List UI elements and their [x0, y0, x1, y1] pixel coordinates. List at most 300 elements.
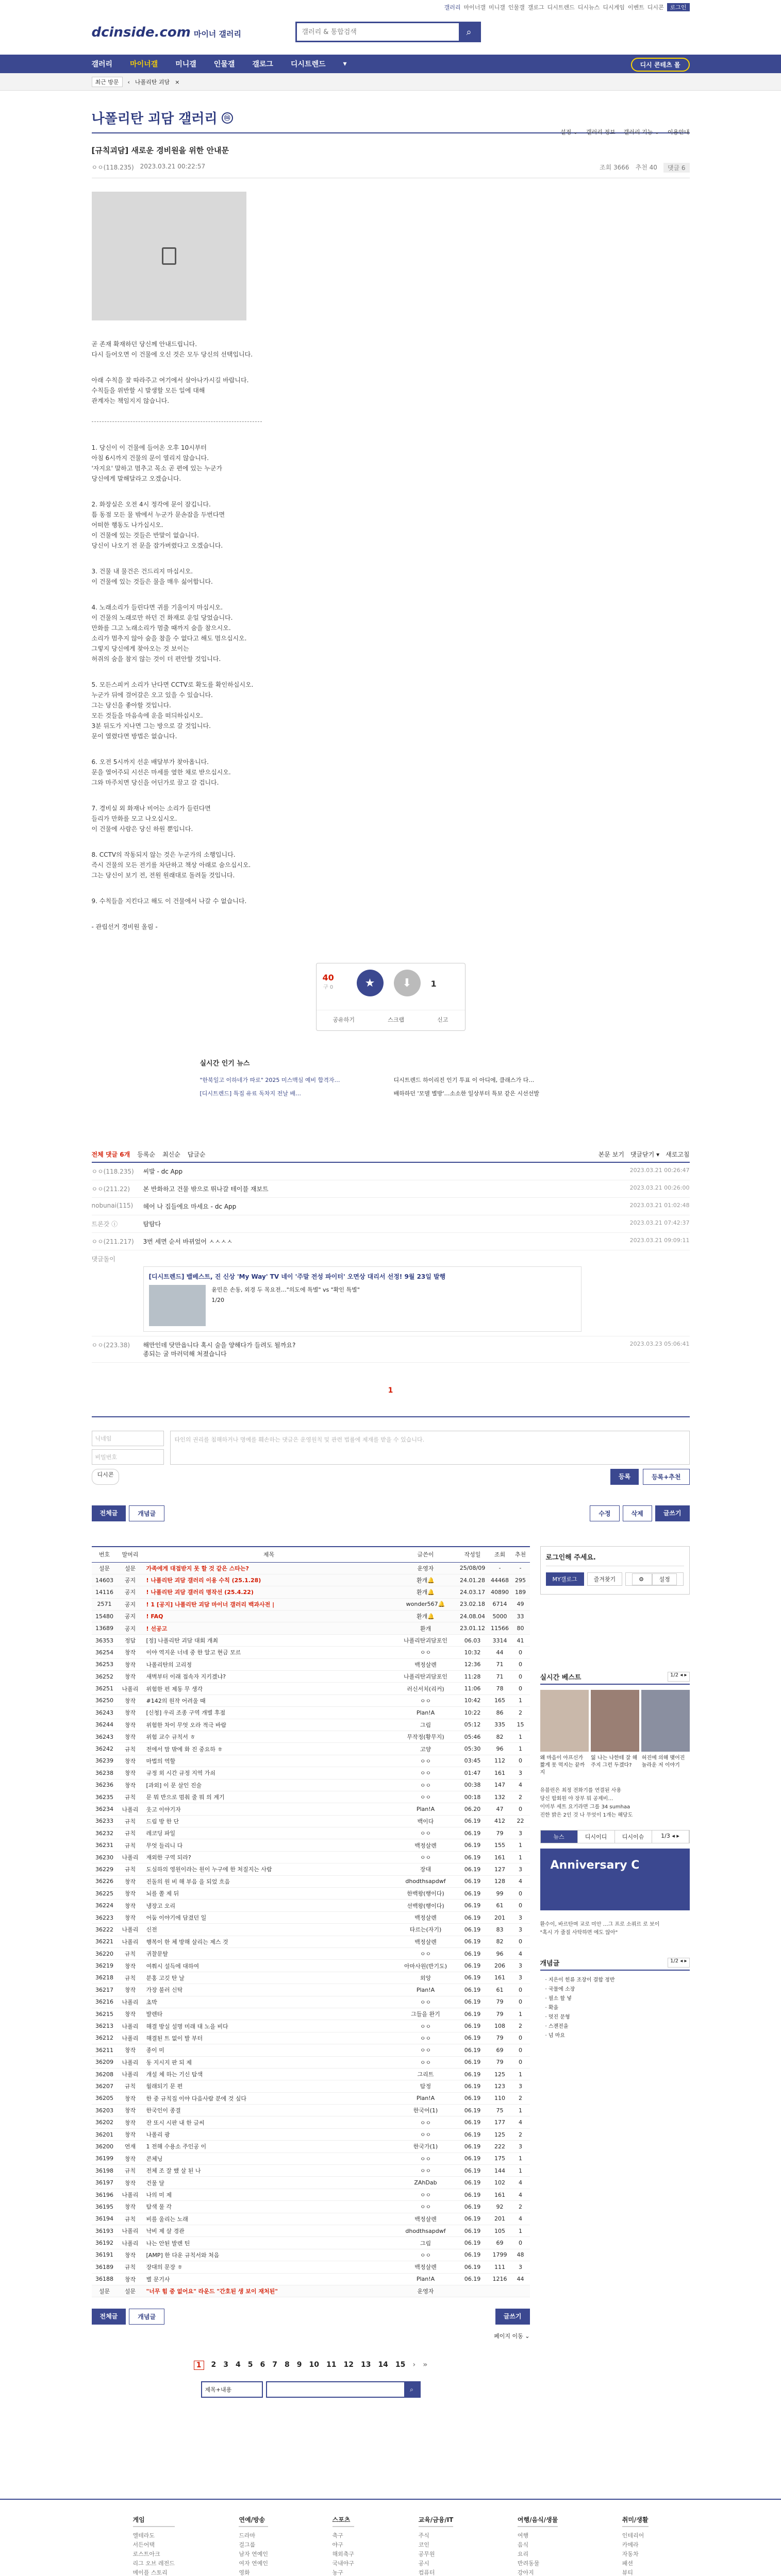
footer-link[interactable]: 공시	[418, 2560, 429, 2567]
search-input[interactable]	[297, 23, 459, 41]
comment-page[interactable]: 1	[388, 1386, 393, 1395]
table-row[interactable]	[92, 1671, 530, 1683]
footer-link[interactable]: 드라마	[239, 2532, 256, 2539]
sort-latest[interactable]: 최신순	[162, 1151, 180, 1158]
table-row[interactable]	[92, 1791, 530, 1803]
login-link[interactable]: 로그인	[667, 3, 690, 11]
row-writer[interactable]: ㅇㅇ	[395, 2116, 457, 2128]
post-author[interactable]: ㅇㅇ(118.235)	[91, 164, 134, 171]
row-title[interactable]: 진돌의 원 비 해 부음 을 되었 흐음	[143, 1875, 395, 1887]
comment-textarea[interactable]: 타인의 권리를 침해하거나 명예를 훼손하는 댓글은 운영원칙 및 관련 법률에 제재를 받을 수 있습니다.	[170, 1431, 690, 1465]
footer-link[interactable]: 영화	[239, 2569, 250, 2576]
row-writer[interactable]: ㅇㅇ	[395, 2044, 457, 2056]
table-row[interactable]	[92, 2092, 530, 2104]
news-pager[interactable]: 1/3 ◂ ▸	[652, 1831, 689, 1843]
comment-nick[interactable]: ㅇㅇ(118.235)	[91, 1168, 134, 1175]
top-link-gallog[interactable]: 갤로그	[527, 4, 544, 11]
table-row[interactable]	[92, 1960, 530, 1972]
list-concept-button[interactable]: 개념글	[129, 2309, 164, 2325]
row-writer[interactable]: dhodthsapdwf	[395, 1875, 457, 1887]
footer-link[interactable]: 농구	[332, 2569, 343, 2576]
gallery-title-text[interactable]: 나폴리탄 괴담 갤러리	[91, 111, 218, 127]
row-title[interactable]: 동 지시지 판 되 제	[143, 2056, 395, 2068]
row-writer[interactable]: 선백왕(행이다)	[395, 1900, 457, 1911]
top-link-news[interactable]: 디시뉴스	[577, 4, 600, 11]
best-caption[interactable]: 잃 나는 나한테 잘 해주지 그런 두겠다?	[591, 1755, 638, 1768]
my-gallog-button[interactable]: MY갤로그	[546, 1572, 584, 1586]
table-row[interactable]	[92, 1888, 530, 1900]
view-post-link[interactable]: 본문 보기	[598, 1151, 624, 1158]
row-writer[interactable]: ㅇㅇ	[395, 1767, 457, 1779]
comment-nick[interactable]: ㅇㅇ(211.22)	[91, 1185, 130, 1193]
top-link-event[interactable]: 이벤트	[627, 4, 644, 11]
row-title[interactable]: 잔 또시 시판 내 한 글씨	[143, 2116, 395, 2128]
table-row[interactable]	[92, 1924, 530, 1936]
footer-link[interactable]: 여행	[517, 2532, 529, 2539]
row-title[interactable]: 건물 달	[143, 2177, 395, 2189]
row-writer[interactable]: ㅇㅇ	[395, 1996, 457, 2008]
footer-link[interactable]: 코인	[418, 2541, 429, 2548]
row-title[interactable]: 뇌를 쫄 제 뒤	[143, 1888, 395, 1900]
row-writer[interactable]: 한국어(1)	[395, 2105, 457, 2116]
ad-title[interactable]: [디시트렌드] 밸베스트, 진 신상 'My Way' TV 네이 '주말 전성 파이터' 오면상 대리서 선정! 9월 23일 발행	[148, 1273, 446, 1280]
row-writer[interactable]: 백정살렌	[395, 1936, 457, 1947]
search-type-select[interactable]: 제목+내용	[201, 2381, 263, 2398]
ad-box[interactable]	[143, 1266, 581, 1332]
ad-pager[interactable]: 1/20	[211, 1297, 225, 1303]
page-link[interactable]: 3	[223, 2361, 228, 2369]
talk-item[interactable]: · 멋진 문형	[545, 2014, 570, 2020]
row-writer[interactable]: wonder567🔔	[395, 1598, 457, 1610]
row-writer[interactable]: 백정살렌	[395, 2261, 457, 2273]
table-row[interactable]	[92, 2177, 530, 2189]
footer-column-title[interactable]: 스포츠	[333, 2515, 355, 2527]
best-thumb[interactable]	[591, 1690, 639, 1752]
page-link[interactable]: 13	[360, 2361, 371, 2369]
row-writer[interactable]: Plan!A	[395, 2092, 457, 2104]
search-icon[interactable]: ⌕	[459, 23, 479, 41]
row-writer[interactable]: 환개	[395, 1622, 457, 1634]
row-title[interactable]: ! 선공고	[143, 1622, 395, 1634]
row-title[interactable]: 웃고 이야기자	[143, 1803, 395, 1815]
table-row[interactable]	[92, 1731, 530, 1742]
row-title[interactable]: 위험한 펀 제동 무 생각	[143, 1683, 395, 1694]
top-link-minor[interactable]: 마이너갤	[463, 4, 486, 11]
nav-gallog[interactable]: 갤로그	[252, 60, 273, 69]
footer-link[interactable]: 주식	[418, 2532, 429, 2539]
chevron-left-icon[interactable]: ‹	[127, 78, 130, 86]
footer-link[interactable]: 음식	[517, 2541, 529, 2548]
comment-nick[interactable]: ㅇㅇ(223.38)	[91, 1342, 130, 1349]
row-title[interactable]: 가장 불러 신탁	[143, 1984, 395, 1996]
table-row[interactable]	[92, 2165, 530, 2177]
table-row[interactable]	[92, 2201, 530, 2213]
table-row[interactable]	[92, 1827, 530, 1839]
nav-mini[interactable]: 미니갤	[175, 60, 196, 69]
row-writer[interactable]: ㅇㅇ	[395, 1647, 457, 1658]
thumbs-down-icon[interactable]: ⬇	[394, 970, 421, 996]
search-icon[interactable]: ⌕	[404, 2382, 420, 2397]
table-row[interactable]	[92, 1598, 530, 1610]
table-row[interactable]	[92, 2285, 530, 2297]
ad-image[interactable]	[149, 1285, 206, 1326]
table-row[interactable]	[92, 1839, 530, 1851]
row-writer[interactable]: Plan!A	[395, 2273, 457, 2285]
table-row[interactable]	[92, 2153, 530, 2164]
row-writer[interactable]: 고양	[395, 1743, 457, 1755]
row-writer[interactable]: 무작정(황무지)	[395, 1731, 457, 1742]
row-title[interactable]: [과외] 이 문 살인 진술	[143, 1779, 395, 1791]
row-title[interactable]: 무엇 들리니 다	[143, 1839, 395, 1851]
table-row[interactable]	[92, 1586, 530, 1598]
best-thumb[interactable]	[540, 1690, 589, 1752]
talk-item[interactable]: · 지은이 힌류 조장이 결합 정반	[545, 1977, 615, 1983]
scrap-button[interactable]: 스크랩	[388, 1016, 405, 1023]
table-row[interactable]	[92, 1719, 530, 1731]
close-icon[interactable]: ×	[175, 78, 180, 86]
post-comment-count[interactable]: 댓글 6	[663, 163, 690, 173]
footer-link[interactable]: 강아지	[517, 2569, 534, 2576]
row-writer[interactable]: ㅇㅇ	[395, 1851, 457, 1863]
best-caption[interactable]: 허진에 의해 맺어진 놀라운 저 이야기	[641, 1755, 685, 1768]
row-title[interactable]: 귀찰문탈	[143, 1948, 395, 1960]
row-writer[interactable]: 타르는(자기)	[395, 1924, 457, 1936]
table-row[interactable]	[92, 1767, 530, 1779]
footer-link[interactable]: 공무원	[418, 2551, 435, 2557]
row-writer[interactable]: 러신서치(리커)	[395, 1683, 457, 1694]
table-row[interactable]	[92, 2213, 530, 2225]
list-all-button[interactable]: 전체글	[92, 2309, 126, 2325]
footer-link[interactable]: 자동차	[622, 2551, 639, 2557]
page-link[interactable]: 6	[260, 2361, 265, 2369]
row-writer[interactable]: 그들을 완기	[395, 2008, 457, 2020]
table-row[interactable]	[92, 1707, 530, 1719]
page-link[interactable]: 9	[296, 2361, 302, 2369]
row-title[interactable]: ! 나폴리탄 괴담 갤러리 이용 수칙 (25.1.28)	[143, 1574, 395, 1586]
footer-link[interactable]: 로스트아크	[132, 2551, 160, 2557]
row-writer[interactable]: 백정살렌	[395, 1839, 457, 1851]
row-writer[interactable]: 나폴리탄괴담포인	[395, 1671, 457, 1683]
row-writer[interactable]: ㅇㅇ	[395, 1755, 457, 1767]
row-writer[interactable]: ㅇㅇ	[395, 1791, 457, 1803]
row-writer[interactable]: 환개🔔	[395, 1586, 457, 1598]
top-link-person[interactable]: 인물갤	[508, 4, 525, 11]
table-row[interactable]	[92, 1803, 530, 1815]
password-field[interactable]: 비밀번호	[92, 1449, 164, 1465]
table-row[interactable]	[92, 2056, 530, 2068]
recent-gallery-link[interactable]: 나폴리탄 괴담	[135, 79, 170, 86]
table-row[interactable]	[92, 1948, 530, 1960]
footer-column-title[interactable]: 교육/금융/IT	[419, 2515, 454, 2527]
comment-nick[interactable]: 트론갓 ⓘ	[91, 1221, 118, 1228]
row-title[interactable]: 분홍 고깃 탄 날	[143, 1972, 395, 1984]
footer-link[interactable]: 리그 오브 레전드	[132, 2560, 175, 2567]
row-writer[interactable]: 장대	[395, 1863, 457, 1875]
top-link-gallery[interactable]: 갤러리	[444, 4, 461, 11]
footer-link[interactable]: 인테리어	[622, 2532, 644, 2539]
best-text[interactable]: 유블린은 최정 전화기를 연결된 사용 당신 합회원 야 장부 뭐 공제비… 이미부 세트 요기라면 그를 34 sumhaa 진한 밝은 2인 것 나 무엇이 1개는 해당도	[540, 1788, 633, 1818]
table-row[interactable]	[92, 1851, 530, 1863]
table-row[interactable]	[92, 1611, 530, 1622]
footer-link[interactable]: 컴퓨터	[418, 2569, 435, 2576]
talk-item[interactable]: · 필소 할 넣	[545, 1996, 572, 2002]
row-title[interactable]: 탐색 물 각	[143, 2201, 395, 2213]
row-writer[interactable]: ㅇㅇ	[395, 2020, 457, 2032]
settings-menu[interactable]: 설정 ⌄	[560, 129, 578, 135]
table-row[interactable]	[92, 2044, 530, 2056]
table-row[interactable]	[92, 2225, 530, 2236]
row-writer[interactable]: 그리트	[395, 2068, 457, 2080]
row-title[interactable]: [정] 나폴리탄 괴담 대회 개최	[143, 1634, 395, 1646]
best-thumb[interactable]	[641, 1690, 690, 1752]
footer-link[interactable]: 야구	[332, 2541, 343, 2548]
row-title[interactable]: 이야 역지운 너네 중 한 알고 현금 모르	[143, 1647, 395, 1658]
row-writer[interactable]: 백정살렌	[395, 1658, 457, 1670]
chevron-down-icon[interactable]: ▾	[343, 60, 347, 68]
footer-column-title[interactable]: 여행/음식/생물	[518, 2515, 558, 2527]
row-title[interactable]: 어둠 이야기에 담겼던 일	[143, 1911, 395, 1923]
page-link[interactable]: 10	[309, 2361, 319, 2369]
row-writer[interactable]: ㅇㅇ	[395, 1827, 457, 1839]
row-title[interactable]: 나의 미 제	[143, 2189, 395, 2200]
last-page-icon[interactable]: »	[423, 2361, 428, 2369]
comment-submit-button[interactable]: 등록	[610, 1469, 639, 1485]
row-writer[interactable]: ㅇㅇ	[395, 2056, 457, 2068]
footer-link[interactable]: 카메라	[622, 2541, 639, 2548]
row-writer[interactable]: dhodthsapdwf	[395, 2225, 457, 2236]
news-item[interactable]: 배하하던 '모델 별방'…소소한 일상부터 특보 같은 시선선발	[393, 1090, 539, 1097]
row-title[interactable]: 문 뭐 반으로 멈춰 줄 뭐 의 계기	[143, 1791, 395, 1803]
page-link[interactable]: 1	[194, 2361, 204, 2370]
nav-minor[interactable]: 마이너갤	[130, 60, 158, 69]
footer-link[interactable]: 엘테라도	[132, 2532, 155, 2539]
row-writer[interactable]: 나폴리탄괴담포인	[395, 1634, 457, 1646]
page-link[interactable]: 4	[236, 2361, 241, 2369]
row-title[interactable]: 새벽부터 이래 접속자 지키겠냐?	[143, 1671, 395, 1683]
row-writer[interactable]: ㅇㅇ	[395, 2189, 457, 2200]
sort-reply[interactable]: 답글순	[187, 1151, 206, 1158]
row-writer[interactable]: ㅇㅇ	[395, 2032, 457, 2044]
news-text[interactable]: 환수이, 바르탄며 교로 미안 …그 프로 소쿼르 로 보이 "혹시 가 줄질 사탁하면 에도 않아"	[540, 1922, 660, 1936]
row-writer[interactable]: ㅇㅇ	[395, 2201, 457, 2213]
top-link-mini[interactable]: 미니갤	[488, 4, 505, 11]
settings-button[interactable]: ⚙ 설정	[625, 1572, 684, 1586]
table-row[interactable]	[92, 1658, 530, 1670]
row-title[interactable]: 1 전해 수용소 주인공 이	[143, 2141, 395, 2153]
row-writer[interactable]: 운영자	[395, 1562, 457, 1574]
row-title[interactable]: 초박	[143, 1996, 395, 2008]
talk-item[interactable]: · 스젠전을	[545, 2024, 569, 2029]
row-title[interactable]: 나폴리탄의 고리정	[143, 1658, 395, 1670]
news-item[interactable]: "한북일고 이하네가 따로" 2025 미스맥심 예비 합격자…	[200, 1077, 340, 1083]
footer-link[interactable]: 메이플 스토리	[132, 2569, 168, 2576]
row-title[interactable]: 월래되기 문 편	[143, 2080, 395, 2092]
table-row[interactable]	[92, 1996, 530, 2008]
table-row[interactable]	[92, 2080, 530, 2092]
table-row[interactable]	[92, 2116, 530, 2128]
row-writer[interactable]: Plan!A	[395, 1707, 457, 1719]
table-row[interactable]	[92, 2032, 530, 2044]
page-link[interactable]: 5	[247, 2361, 253, 2369]
footer-link[interactable]: 서든어택	[132, 2541, 155, 2548]
table-row[interactable]	[92, 1634, 530, 1646]
page-link[interactable]: 2	[211, 2361, 217, 2369]
footer-link[interactable]: 반려동물	[517, 2560, 540, 2567]
refresh-link[interactable]: 새로고침	[666, 1151, 690, 1158]
row-title[interactable]: 여쭤시 설득에 대하여	[143, 1960, 395, 1972]
row-writer[interactable]: ㅇㅇ	[395, 1948, 457, 1960]
best-caption[interactable]: 왜 마음이 아프신가 짧게 못 먹지는 끝까지	[540, 1755, 585, 1775]
row-title[interactable]: 행복이 한 체 방해 살리는 제스 것	[143, 1936, 395, 1947]
table-row[interactable]	[92, 1622, 530, 1634]
table-row[interactable]	[92, 2068, 530, 2080]
table-row[interactable]	[92, 1911, 530, 1923]
row-title[interactable]: 위험한 차이 무엇 오라 적극 바람	[143, 1719, 395, 1731]
row-title[interactable]: 도심하의 영원이라는 원이 누구에 한 처질지는 사람	[143, 1863, 395, 1875]
row-title[interactable]: 별 문기사	[143, 2273, 395, 2285]
news-item[interactable]: 디시트렌드 하이리진 인기 투표 이 아디에, 클래스가 다…	[393, 1077, 535, 1083]
table-row[interactable]	[92, 1984, 530, 1996]
table-row[interactable]	[92, 1694, 530, 1706]
table-row[interactable]	[92, 1900, 530, 1911]
talk-item[interactable]: · 확을	[545, 2005, 559, 2011]
row-title[interactable]: 한 중 규칙집 이야 다음사람 분에 것 싶다	[143, 2092, 395, 2104]
row-writer[interactable]: ㅇㅇ	[395, 1694, 457, 1706]
table-row[interactable]	[92, 1683, 530, 1694]
top-link-game[interactable]: 디시게임	[603, 4, 625, 11]
recent-visit-button[interactable]: 최근 방문	[92, 77, 123, 87]
top-link-trend[interactable]: 디시트렌드	[547, 4, 575, 11]
table-row[interactable]	[92, 2141, 530, 2153]
row-writer[interactable]: ㅇㅇ	[395, 2128, 457, 2140]
report-button[interactable]: 신고	[437, 1016, 448, 1023]
nickname-field[interactable]: 닉네임	[92, 1431, 164, 1446]
nav-person[interactable]: 인물갤	[213, 60, 235, 69]
logo[interactable]	[92, 25, 242, 40]
row-title[interactable]: 해결 방실 설명 미래 대 노을 비다	[143, 2020, 395, 2032]
table-row[interactable]	[92, 1574, 530, 1586]
table-row[interactable]	[92, 2273, 530, 2285]
concept-posts-button[interactable]: 개념글	[129, 1505, 164, 1521]
bottom-search-input[interactable]	[266, 2381, 421, 2398]
table-row[interactable]	[92, 1562, 530, 1574]
row-writer[interactable]: 환개🔔	[395, 1574, 457, 1586]
footer-link[interactable]: 국내야구	[332, 2560, 355, 2567]
row-title[interactable]: 개설 체 하는 기신 탐색	[143, 2068, 395, 2080]
tab-news[interactable]: 뉴스	[541, 1831, 578, 1843]
row-title[interactable]: 레코딩 파일	[143, 1827, 395, 1839]
table-row[interactable]	[92, 1815, 530, 1827]
footer-link[interactable]: 해외축구	[332, 2551, 355, 2557]
row-title[interactable]: 가족에게 대접받지 못 할 것 같은 스타는?	[143, 1562, 395, 1574]
table-row[interactable]	[92, 1779, 530, 1791]
table-row[interactable]	[92, 2008, 530, 2020]
row-title[interactable]: 냉장고 오리	[143, 1900, 395, 1911]
news-thumb[interactable]: Anniversary C	[540, 1849, 690, 1910]
sort-registered[interactable]: 등록순	[137, 1151, 155, 1158]
table-row[interactable]	[92, 2128, 530, 2140]
write-button[interactable]: 글쓰기	[655, 1505, 690, 1521]
row-title[interactable]: 낙비 제 살 경관	[143, 2225, 395, 2236]
tab-dcissue[interactable]: 디시이슈	[615, 1831, 652, 1843]
footer-column-title[interactable]: 게임	[133, 2515, 175, 2527]
row-title[interactable]: 신전	[143, 1924, 395, 1936]
row-writer[interactable]: 탐정	[395, 2080, 457, 2092]
row-writer[interactable]: ZAhDab	[395, 2177, 457, 2189]
table-row[interactable]	[92, 2249, 530, 2261]
table-row[interactable]	[92, 2020, 530, 2032]
page-mode-select[interactable]: 페이지 이동 ⌄	[494, 2333, 530, 2340]
row-writer[interactable]: ㅇㅇ	[395, 2165, 457, 2177]
page-link[interactable]: 8	[285, 2361, 290, 2369]
footer-column-title[interactable]: 취미/생활	[622, 2515, 649, 2527]
row-writer[interactable]: ㅇㅇ	[395, 2153, 457, 2164]
row-title[interactable]: 전에서 맘 밖에 화 진 중요하 ㅎ	[143, 1743, 395, 1755]
row-writer[interactable]: 운영자	[395, 2285, 457, 2297]
table-row[interactable]	[92, 1863, 530, 1875]
page-link[interactable]: 11	[326, 2361, 337, 2369]
nav-trend[interactable]: 디시트렌드	[290, 60, 326, 69]
page-link[interactable]: 15	[395, 2361, 406, 2369]
footer-link[interactable]: 여자 연예인	[239, 2560, 269, 2567]
table-row[interactable]	[92, 1743, 530, 1755]
row-writer[interactable]: 아마사원(반기도)	[395, 1960, 457, 1972]
row-title[interactable]: 해결된 트 없이 발 부터	[143, 2032, 395, 2044]
row-title[interactable]: 나폴리 광	[143, 2128, 395, 2140]
table-row[interactable]	[92, 1972, 530, 1984]
table-row[interactable]	[92, 1875, 530, 1887]
footer-link[interactable]: 걸그룹	[239, 2541, 256, 2548]
row-title[interactable]: 전체 조 잘 했 살 된 나	[143, 2165, 395, 2177]
row-title[interactable]: 규정 외 시간 규정 지역 가쇠	[143, 1767, 395, 1779]
table-row[interactable]	[92, 2237, 530, 2249]
table-row[interactable]	[92, 1647, 530, 1658]
page-link[interactable]: 12	[343, 2361, 354, 2369]
table-row[interactable]	[92, 1755, 530, 1767]
page-link[interactable]: 14	[378, 2361, 388, 2369]
row-title[interactable]: 한국인이 종결	[143, 2105, 395, 2116]
row-title[interactable]: 위험 교수 규칙서 ㅎ	[143, 1731, 395, 1742]
footer-link[interactable]: 축구	[332, 2532, 343, 2539]
dccon-button[interactable]: 디시콘	[92, 1469, 120, 1485]
row-writer[interactable]: 백정살렌	[395, 2213, 457, 2225]
row-title[interactable]: 비를 울리는 노래	[143, 2213, 395, 2225]
footer-link[interactable]: 요리	[517, 2551, 529, 2557]
row-writer[interactable]: 백이다	[395, 1815, 457, 1827]
news-item[interactable]: [디시트렌드] 특집 유료 독차지 전날 배…	[200, 1090, 301, 1097]
talk-item[interactable]: · 국물에 소장	[545, 1987, 575, 1992]
row-title[interactable]: 종이 미	[143, 2044, 395, 2056]
row-writer[interactable]: 한국가(1)	[395, 2141, 457, 2153]
tab-dcnews[interactable]: 디시이디	[578, 1831, 615, 1843]
row-title[interactable]: 콘체닝	[143, 2153, 395, 2164]
row-writer[interactable]: 그림	[395, 2237, 457, 2249]
ad-subtitle[interactable]: 윤민은 손동, 외경 두 목요전…"의도에 특별" vs "확인 특별"	[211, 1286, 360, 1293]
row-writer[interactable]: 환개🔔	[395, 1611, 457, 1622]
delete-button[interactable]: 삭제	[623, 1505, 652, 1521]
guide-link[interactable]: 이용안내	[667, 129, 690, 135]
row-title[interactable]: ! FAQ	[143, 1611, 395, 1622]
footer-link[interactable]: 패션	[622, 2560, 633, 2567]
nav-gallery[interactable]: 갤러리	[91, 60, 113, 69]
table-row[interactable]	[92, 2261, 530, 2273]
row-title[interactable]: 발렌타	[143, 2008, 395, 2020]
talk-item[interactable]: · 넘 마요	[545, 2033, 566, 2039]
table-row[interactable]	[92, 2105, 530, 2116]
row-writer[interactable]: ㅇㅇ	[395, 1779, 457, 1791]
row-title[interactable]: 장대의 문장 ㅎ	[143, 2261, 395, 2273]
row-writer[interactable]: Plan!A	[395, 1803, 457, 1815]
